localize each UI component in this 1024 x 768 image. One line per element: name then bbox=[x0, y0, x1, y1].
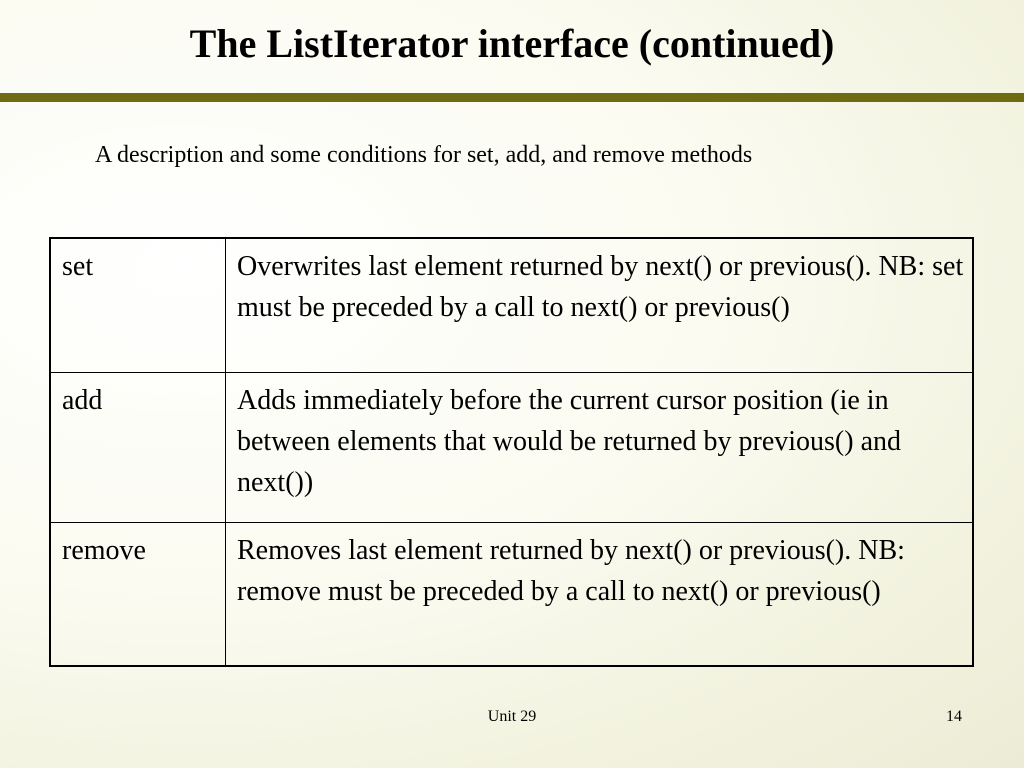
methods-table bbox=[49, 237, 974, 667]
footer-unit-label: Unit 29 bbox=[487, 708, 537, 725]
method-description-cell: Overwrites last element returned by next() or previous(). NB: set must be preceded by a call to next() or previous() bbox=[226, 238, 974, 372]
table-row bbox=[50, 522, 973, 666]
method-description-cell: Removes last element returned by next() or previous(). NB: remove must be preceded by a call to next() or previous() bbox=[226, 522, 974, 666]
page-number: 14 bbox=[946, 708, 962, 725]
slide-title: The ListIterator interface (continued) bbox=[189, 21, 835, 66]
table-row bbox=[50, 372, 973, 522]
method-name-cell: set bbox=[50, 238, 226, 372]
slide-subtitle: A description and some conditions for set, add, and remove methods bbox=[95, 142, 753, 168]
title-divider bbox=[0, 93, 1024, 102]
table-row bbox=[50, 238, 973, 372]
method-name-cell: add bbox=[50, 372, 226, 522]
method-description-cell: Adds immediately before the current cursor position (ie in between elements that would be returned by previous() and next()) bbox=[226, 372, 974, 522]
method-name-cell: remove bbox=[50, 522, 226, 666]
